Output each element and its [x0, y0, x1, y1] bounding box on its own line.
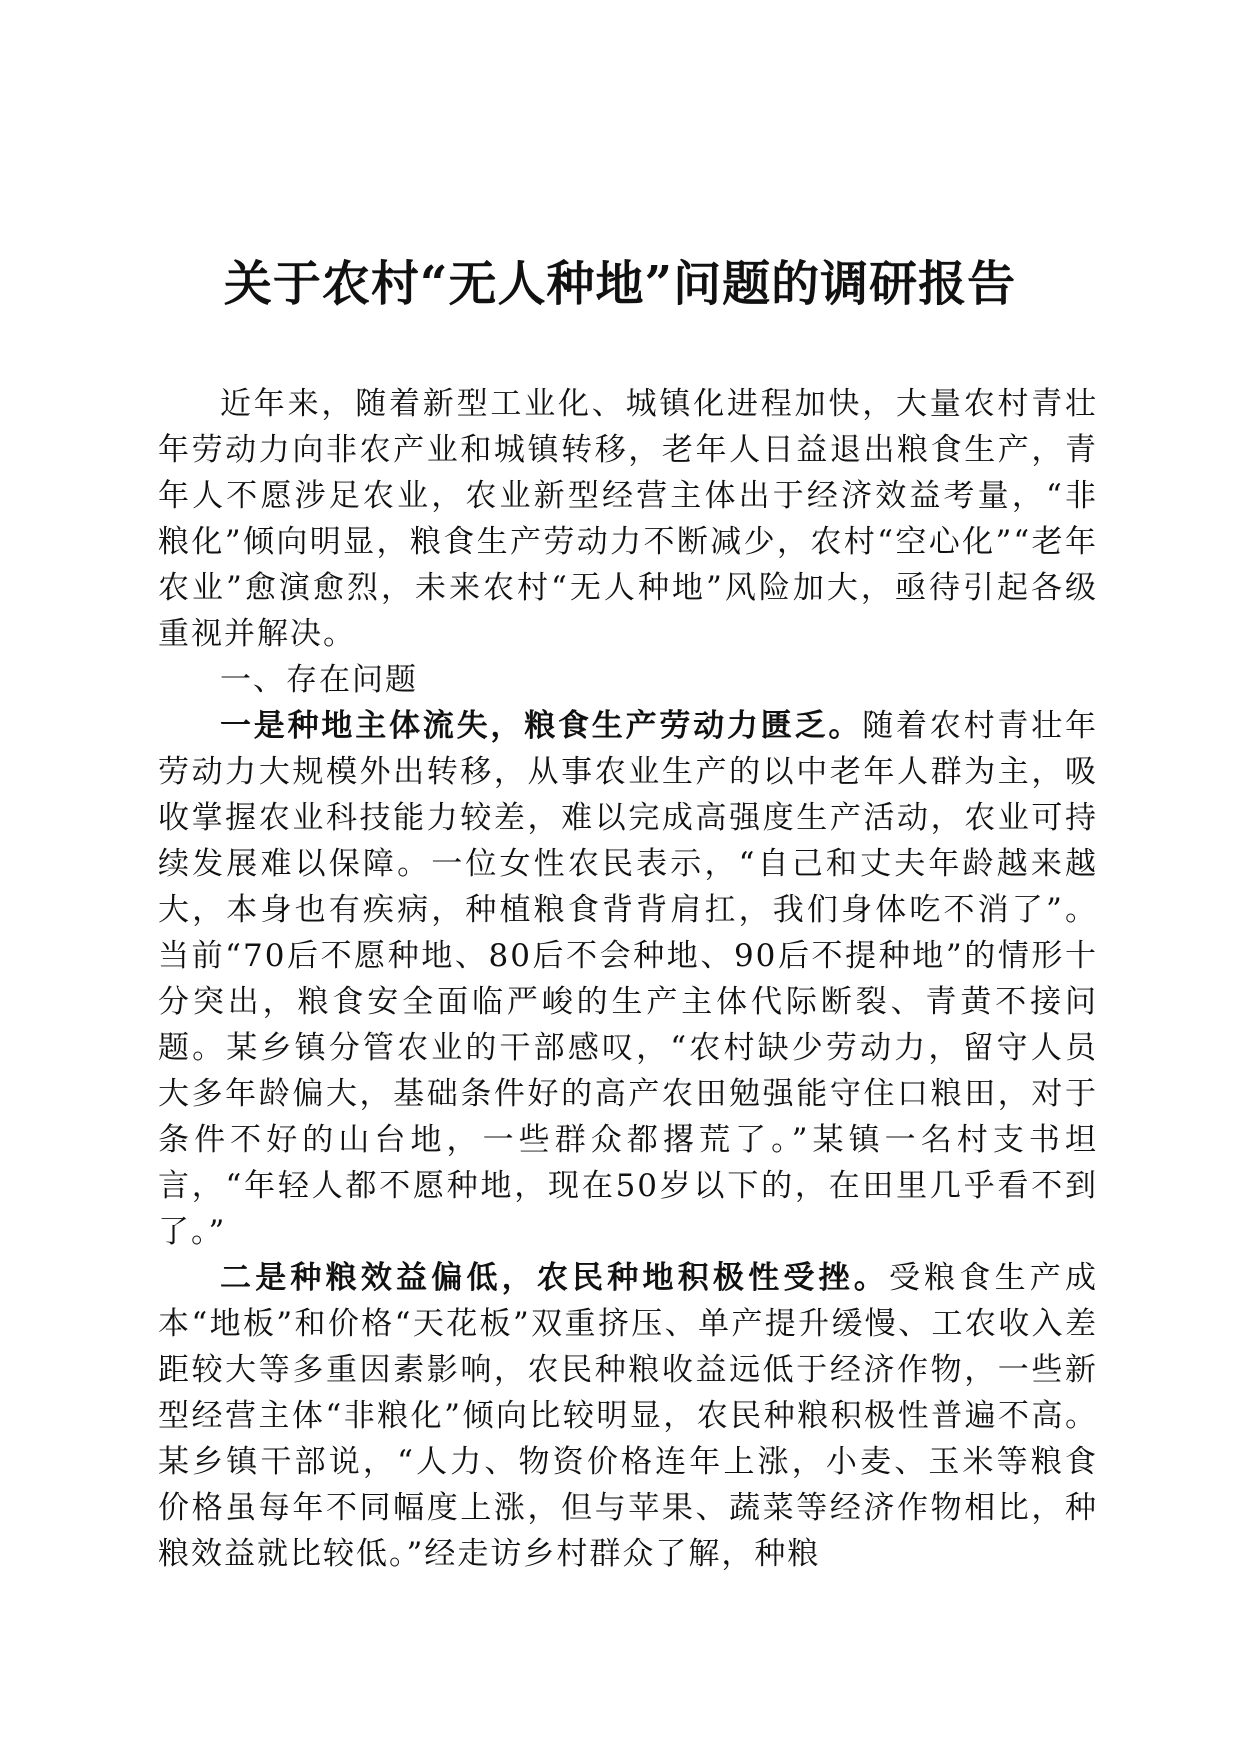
point-1-lead: 一是种地主体流失，粮食生产劳动力匮乏。: [220, 708, 863, 744]
point-2-text: 受粮食生产成本“地板”和价格“天花板”双重挤压、单产提升缓慢、工农收入差距较大等多重因素影响，农民种粮收益远低于经济作物，一些新型经营主体“非粮化”倾向比较明显，农民种粮积极性普遍不高。某乡镇干部说，“人力、物资价格连年上涨，小麦、玉米等粮食价格虽每年不同幅度上涨，但与苹果、蔬菜等经济作物相比，种粮效益就比较低。”经走访乡村群众了解，种粮: [158, 1260, 1099, 1572]
point-2-lead: 二是种粮效益偏低，农民种地积极性受挫。: [220, 1260, 889, 1296]
point-1-paragraph: [158, 703, 1098, 1255]
point-2-paragraph: [158, 1255, 1098, 1577]
point-1-text: 随着农村青壮年劳动力大规模外出转移，从事农业生产的以中老年人群为主，吸收掌握农业科技能力较差，难以完成高强度生产活动，农业可持续发展难以保障。一位女性农民表示，“自己和丈夫年龄越来越大，本身也有疾病，种植粮食背背肩扛，我们身体吃不消了”。当前“70后不愿种地、80后不会种地、90后不提种地”的情形十分突出，粮食安全面临严峻的生产主体代际断裂、青黄不接问题。某乡镇分管农业的干部感叹，“农村缺少劳动力，留守人员大多年龄偏大，基础条件好的高产农田勉强能守住口粮田，对于条件不好的山台地，一些群众都撂荒了。”某镇一名村支书坦言，“年轻人都不愿种地，现在50岁以下的，在田里几乎看不到了。”: [158, 708, 1099, 1250]
intro-paragraph: 近年来，随着新型工业化、城镇化进程加快，大量农村青壮年劳动力向非农产业和城镇转移，老年人日益退出粮食生产，青年人不愿涉足农业，农业新型经营主体出于经济效益考量，“非粮化”倾向明显，粮食生产劳动力不断减少，农村“空心化”“老年农业”愈演愈烈，未来农村“无人种地”风险加大，亟待引起各级重视并解决。: [158, 386, 1098, 652]
section-heading-problems: 一、存在问题: [220, 662, 418, 698]
document-body: [158, 381, 1098, 1577]
document-title: 关于农村“无人种地”问题的调研报告: [223, 256, 1017, 312]
